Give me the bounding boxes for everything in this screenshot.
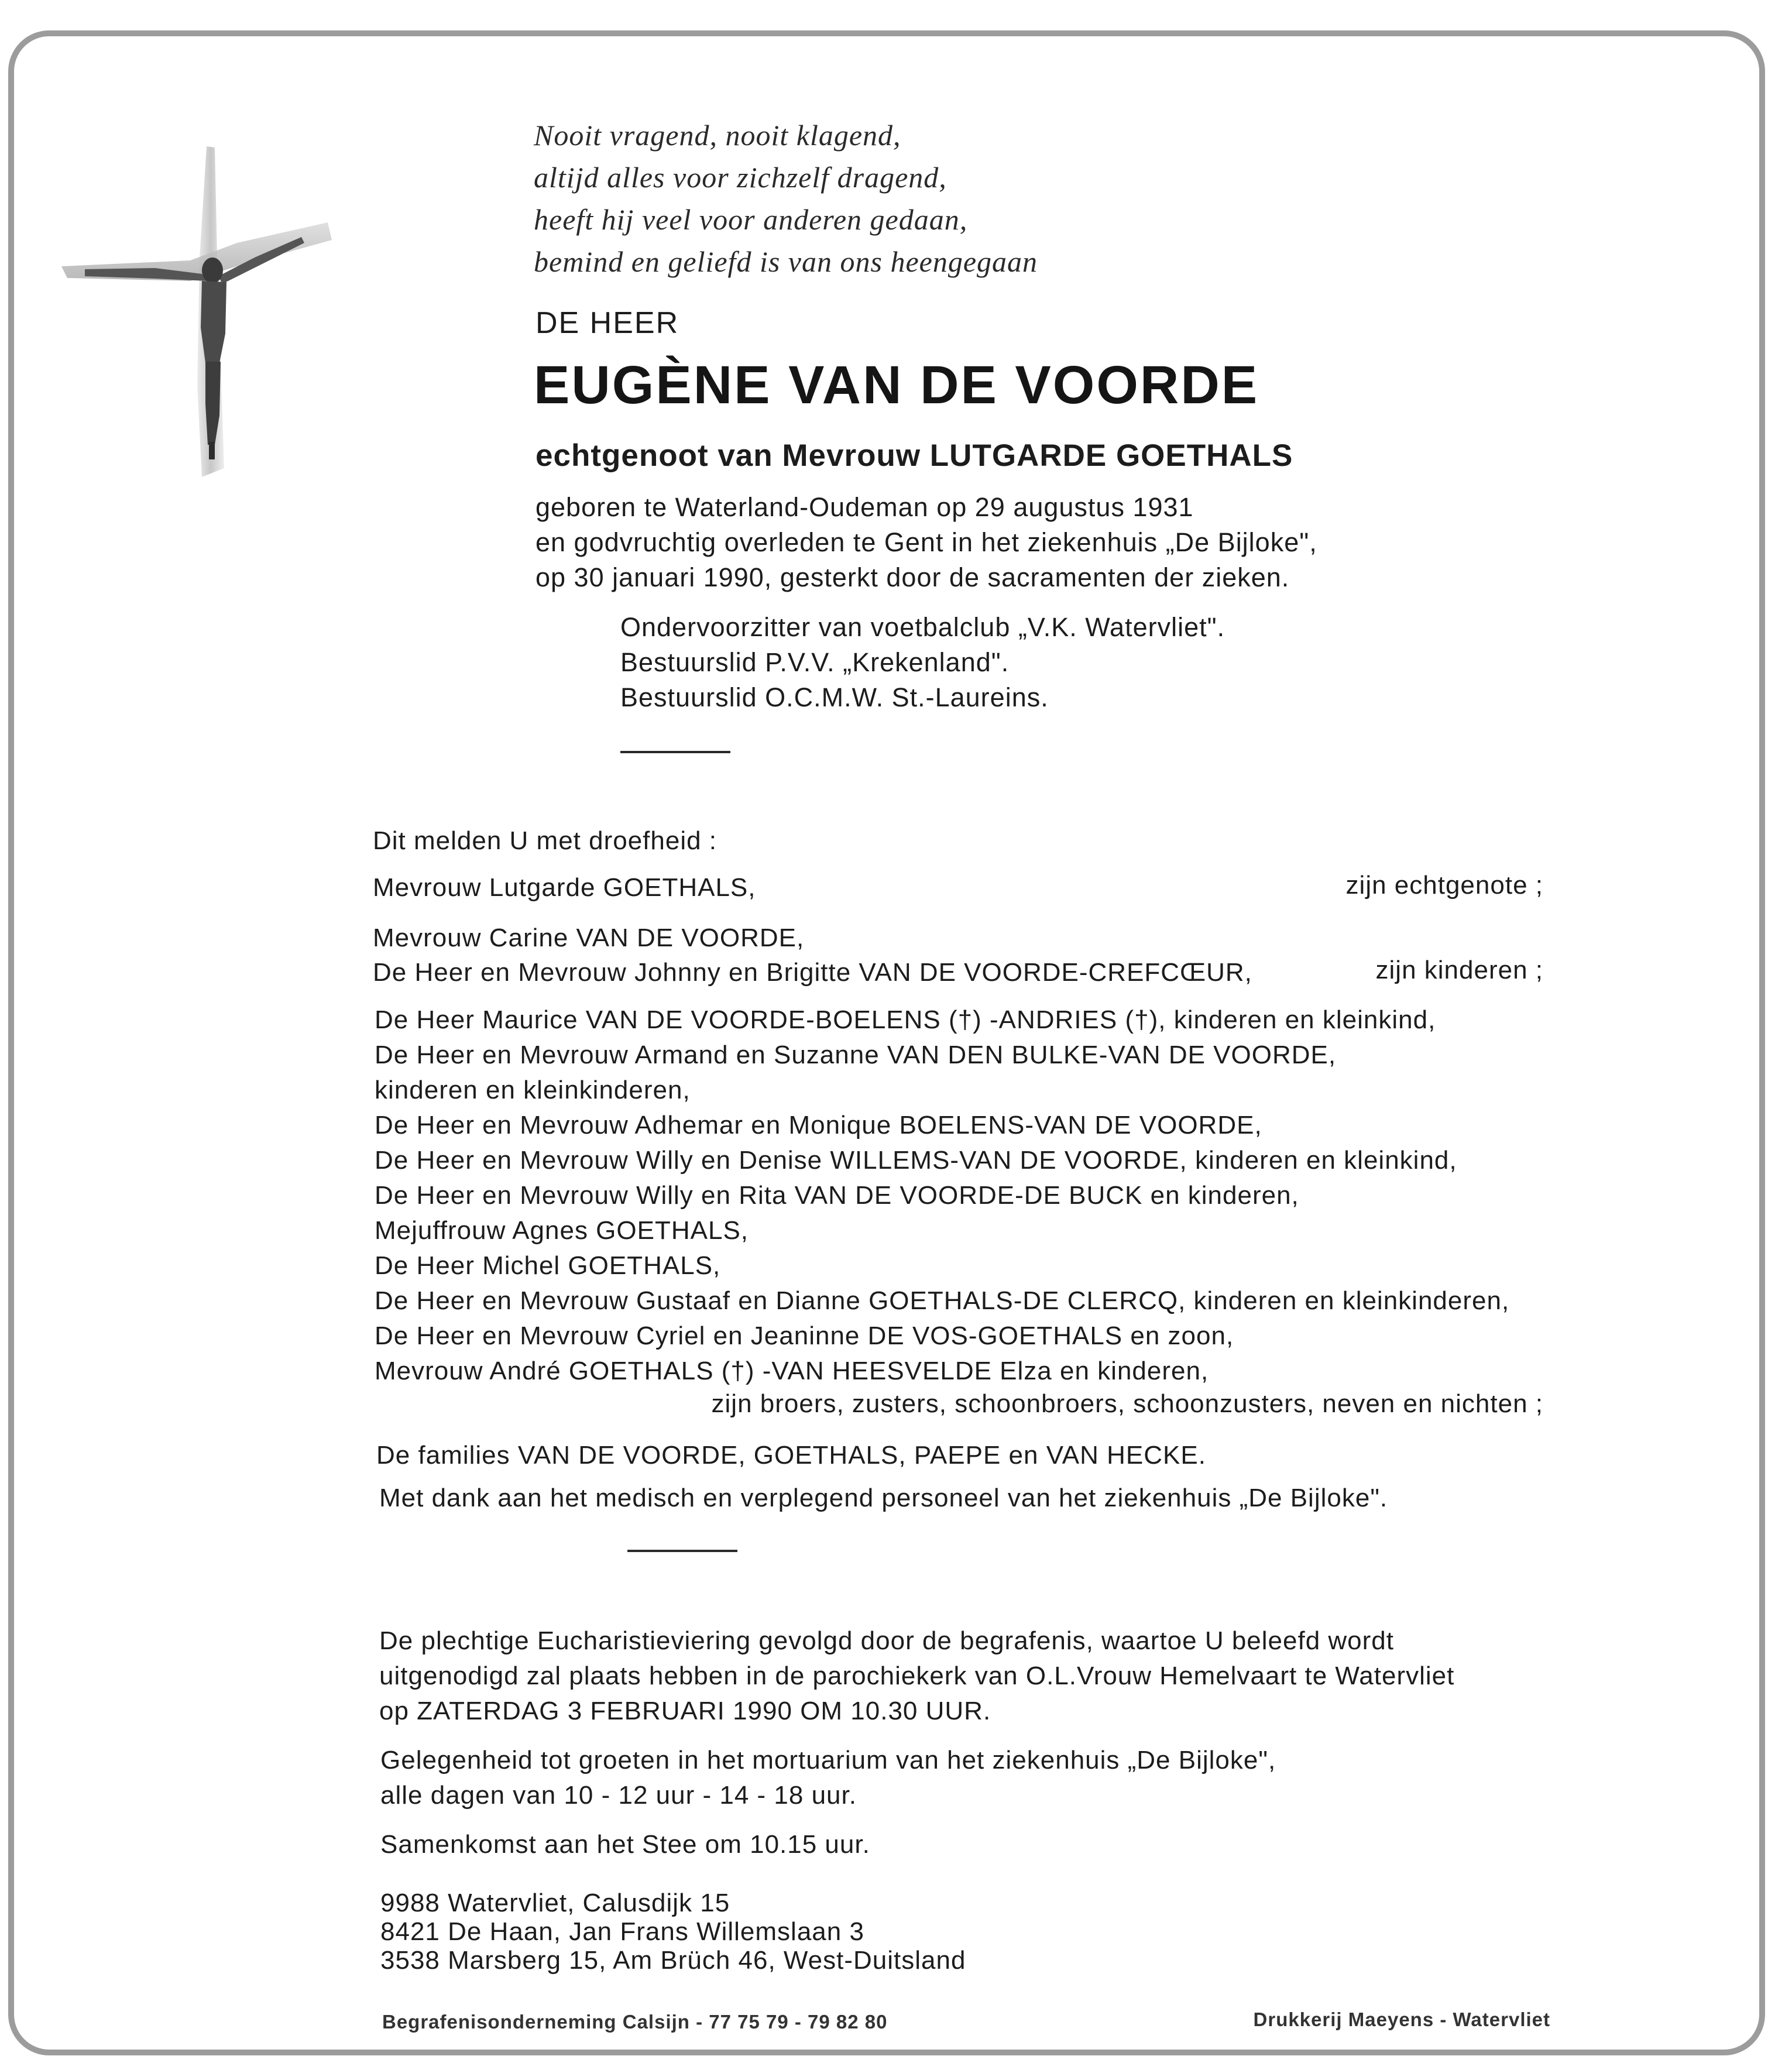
role-line: Bestuurslid O.C.M.W. St.-Laureins. bbox=[620, 682, 1049, 712]
address-line: 9988 Watervliet, Calusdijk 15 bbox=[380, 1889, 730, 1917]
deceased-name: EUGÈNE VAN DE VOORDE bbox=[534, 355, 1259, 415]
spouse-entry: Mevrouw Lutgarde GOETHALS, bbox=[373, 873, 756, 902]
children-relation: zijn kinderen ; bbox=[1375, 956, 1543, 984]
title-prefix: DE HEER bbox=[535, 306, 679, 340]
sibling-entry: Mejuffrouw Agnes GOETHALS, bbox=[375, 1216, 749, 1245]
biography bbox=[535, 490, 1317, 595]
address-line: 3538 Marsberg 15, Am Brüch 46, West-Duitsland bbox=[380, 1946, 966, 1975]
bio-line: en godvruchtig overleden te Gent in het ziekenhuis „De Bijloke", bbox=[535, 527, 1317, 557]
poem-line: heeft hij veel voor anderen gedaan, bbox=[534, 203, 968, 236]
thanks: Met dank aan het medisch en verplegend personeel van het ziekenhuis „De Bijloke". bbox=[379, 1484, 1388, 1512]
child-entry: Mevrouw Carine VAN DE VOORDE, bbox=[373, 924, 805, 952]
spouse-line: echtgenoot van Mevrouw LUTGARDE GOETHALS bbox=[535, 438, 1293, 473]
sibling-entry: kinderen en kleinkinderen, bbox=[375, 1076, 691, 1104]
roles bbox=[620, 610, 1225, 715]
poem-line: altijd alles voor zichzelf dragend, bbox=[534, 161, 947, 194]
sibling-entry: De Heer Michel GOETHALS, bbox=[375, 1251, 721, 1280]
sibling-entry: De Heer en Mevrouw Gustaaf en Dianne GOETHALS-DE CLERCQ, kinderen en kleinkinderen, bbox=[375, 1286, 1510, 1315]
ceremony-line: uitgenodigd zal plaats hebben in de parochiekerk van O.L.Vrouw Hemelvaart te Watervliet bbox=[379, 1662, 1455, 1690]
child-entry: De Heer en Mevrouw Johnny en Brigitte VAN DE VOORDE-CREFCŒUR, bbox=[373, 958, 1252, 987]
sibling-entry: De Heer en Mevrouw Willy en Denise WILLEMS-VAN DE VOORDE, kinderen en kleinkind, bbox=[375, 1146, 1457, 1175]
visitation-line: alle dagen van 10 - 12 uur - 14 - 18 uur. bbox=[380, 1781, 857, 1810]
sibling-entry: De Heer en Mevrouw Adhemar en Monique BOELENS-VAN DE VOORDE, bbox=[375, 1111, 1262, 1139]
siblings-relation: zijn broers, zusters, schoonbroers, schoonzusters, neven en nichten ; bbox=[711, 1389, 1543, 1418]
crucifix-icon bbox=[61, 140, 337, 483]
sibling-entry: De Heer en Mevrouw Willy en Rita VAN DE VOORDE-DE BUCK en kinderen, bbox=[375, 1181, 1299, 1210]
meeting-time: Samenkomst aan het Stee om 10.15 uur. bbox=[380, 1830, 870, 1859]
bio-line: op 30 januari 1990, gesterkt door de sacramenten der zieken. bbox=[535, 562, 1290, 592]
bio-line: geboren te Waterland-Oudeman op 29 augustus 1931 bbox=[535, 492, 1194, 522]
role-line: Ondervoorzitter van voetbalclub „V.K. Watervliet". bbox=[620, 612, 1225, 642]
role-line: Bestuurslid P.V.V. „Krekenland". bbox=[620, 647, 1010, 677]
poem-line: Nooit vragend, nooit klagend, bbox=[534, 119, 901, 152]
sibling-entry: De Heer en Mevrouw Armand en Suzanne VAN DEN BULKE-VAN DE VOORDE, bbox=[375, 1041, 1337, 1069]
visitation-line: Gelegenheid tot groeten in het mortuarium van het ziekenhuis „De Bijloke", bbox=[380, 1746, 1276, 1774]
divider bbox=[627, 1550, 737, 1552]
printer-credit: Drukkerij Maeyens - Watervliet bbox=[1253, 2009, 1550, 2030]
undertaker-credit: Begrafenisonderneming Calsijn - 77 75 79 - 79 82 80 bbox=[382, 2011, 888, 2033]
divider bbox=[620, 751, 730, 753]
sibling-entry: De Heer Maurice VAN DE VOORDE-BOELENS (†) -ANDRIES (†), kinderen en kleinkind, bbox=[375, 1005, 1436, 1034]
families: De families VAN DE VOORDE, GOETHALS, PAEPE en VAN HECKE. bbox=[376, 1441, 1206, 1470]
announcement-intro: Dit melden U met droefheid : bbox=[373, 826, 718, 855]
sibling-entry: De Heer en Mevrouw Cyriel en Jeaninne DE VOS-GOETHALS en zoon, bbox=[375, 1321, 1234, 1350]
address-line: 8421 De Haan, Jan Frans Willemslaan 3 bbox=[380, 1917, 864, 1946]
poem-line: bemind en geliefd is van ons heengegaan bbox=[534, 245, 1038, 278]
ceremony-line: op ZATERDAG 3 FEBRUARI 1990 OM 10.30 UUR. bbox=[379, 1697, 991, 1725]
poem bbox=[534, 114, 1038, 283]
sibling-entry: Mevrouw André GOETHALS (†) -VAN HEESVELDE Elza en kinderen, bbox=[375, 1357, 1209, 1385]
spouse-relation: zijn echtgenote ; bbox=[1345, 871, 1543, 900]
ceremony-line: De plechtige Eucharistieviering gevolgd door de begrafenis, waartoe U beleefd wordt bbox=[379, 1626, 1394, 1655]
